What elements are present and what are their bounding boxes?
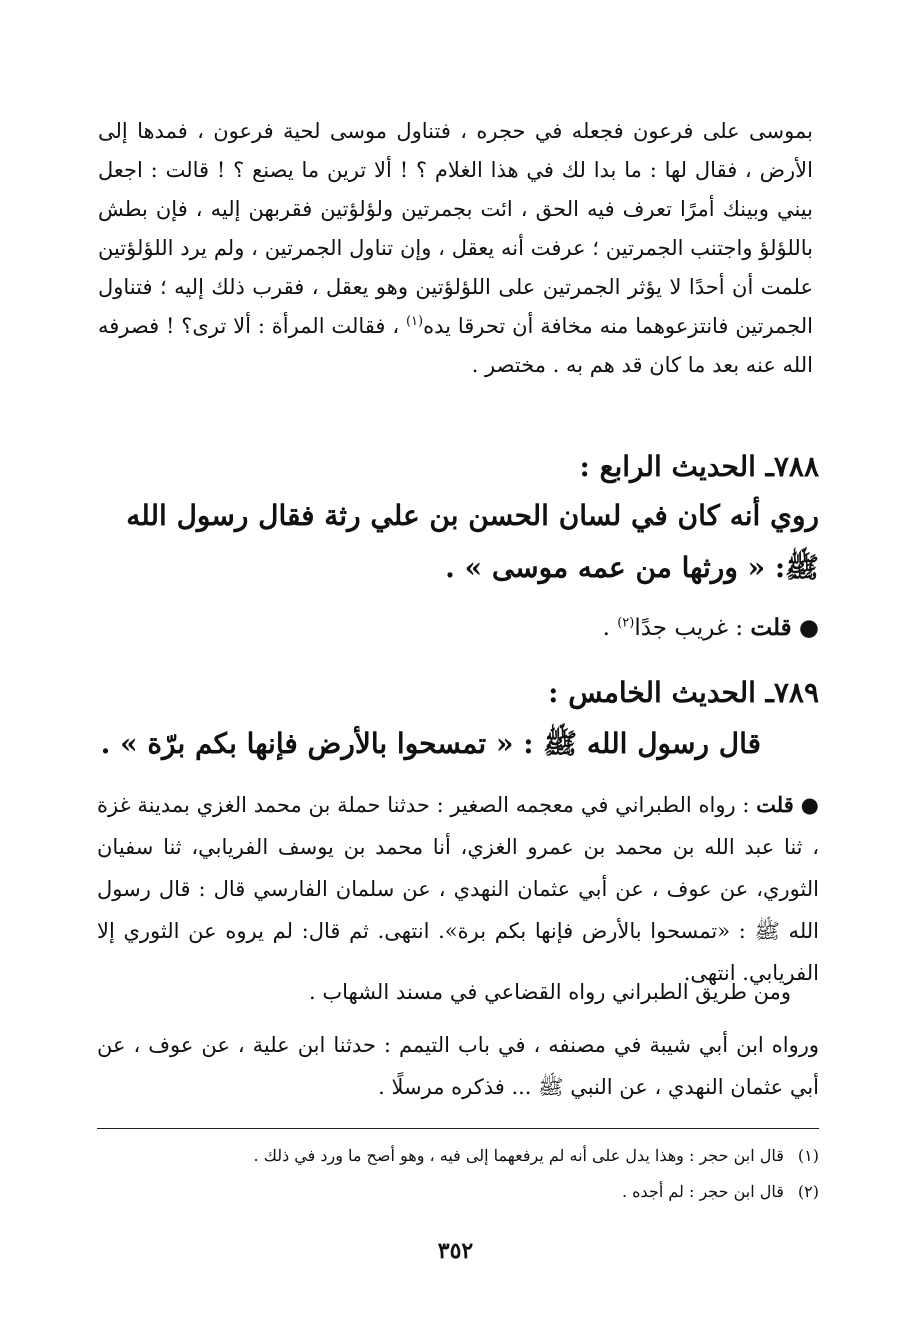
footnote-divider: [97, 1128, 819, 1129]
hadith-789-paragraph-2: ومن طريق الطبراني رواه القضاعي في مسند الشهاب .: [309, 980, 791, 1004]
hadith-788-heading: ٧٨٨ـ الحديث الرابع :: [579, 450, 819, 483]
bullet-icon: ●: [798, 614, 819, 641]
hadith-789-heading: ٧٨٩ـ الحديث الخامس :: [548, 676, 819, 709]
paragraph-text-end: ، فقالت المرأة : ألا ترى؟ ! فصرفه الله عنه بعد ما كان قد هم به . مختصر .: [98, 314, 813, 377]
hadith-789-paragraph-3: ورواه ابن أبي شيبة في مصنفه ، في باب التيمم : حدثنا ابن علية ، عن عوف ، عن أبي عثمان النهدي ، عن النبي ﷺ ... فذكره مرسلًا .: [97, 1033, 819, 1099]
comment-text: : رواه الطبراني في معجمه الصغير : حدثنا حملة بن محمد الغزي بمدينة غزة ، ثنا عبد الله بن محمد بن عمرو الغزي، أنا محمد بن يوسف الفريابي، ثنا سفيان الثوري، عن عوف ، عن أبي عثمان النهدي ، عن سلمان الفارسي قال : قال رسول الله ﷺ : «تمسحوا بالأرض فإنها بكم برة». انتهى. ثم قال: لم يروه عن الثوري إلا الفريابي. انتهى.: [97, 793, 819, 985]
comment-label: قلت: [750, 614, 792, 641]
hadith-788-text: روي أنه كان في لسان الحسن بن علي رثة فقال رسول الله ﷺ: « ورثها من عمه موسى » .: [126, 499, 819, 584]
hadith-789-comment: [97, 784, 819, 994]
footnote-text: قال ابن حجر : وهذا يدل على أنه لم يرفعهما إلى فيه ، وهو أصح ما ورد في ذلك .: [253, 1146, 784, 1165]
footnote-text: قال ابن حجر : لم أجده .: [622, 1182, 784, 1201]
hadith-789-text: قال رسول الله ﷺ : « تمسحوا بالأرض فإنها بكم برّة » .: [100, 727, 761, 760]
footnote-ref-1: (١): [405, 314, 424, 329]
paragraph-text: بموسى على فرعون فجعله في حجره ، فتناول موسى لحية فرعون ، فمدها إلى الأرض ، فقال لها : ما بدا لك في هذا الغلام ؟ ! ألا ترين ما يصنع ؟ ! قالت : اجعل بيني وبينك أمرًا تعرف فيه الحق ، ائت بجمرتين ولؤلؤتين فقربهن إليه ، فإن بطش باللؤلؤ واجتنب الجمرتين ؛ عرفت أنه يعقل ، وإن تناول الجمرتين ، ولم يرد اللؤلؤتين علمت أن أحدًا لا يؤثر الجمرتين على اللؤلؤتين وهو يعقل ، فقرب ذلك إليه ؛ فتناول الجمرتين فانتزعوهما منه مخافة أن تحرقا يده: [98, 119, 814, 338]
footnote-number: (٢): [797, 1182, 819, 1201]
page-number: ٣٥٢: [437, 1238, 474, 1264]
footnote-ref-2: (٢): [617, 615, 635, 631]
comment-end: .: [602, 615, 618, 641]
bullet-icon: ●: [800, 792, 819, 817]
footnote-2: [89, 1174, 819, 1210]
footnotes: [89, 1138, 819, 1210]
footnote-1: [89, 1138, 819, 1174]
comment-text: : غريب جدًا: [634, 615, 751, 641]
footnote-number: (١): [797, 1146, 819, 1165]
comment-label: قلت: [756, 792, 794, 817]
continuation-paragraph: [98, 112, 813, 385]
hadith-788-comment: [603, 608, 819, 648]
